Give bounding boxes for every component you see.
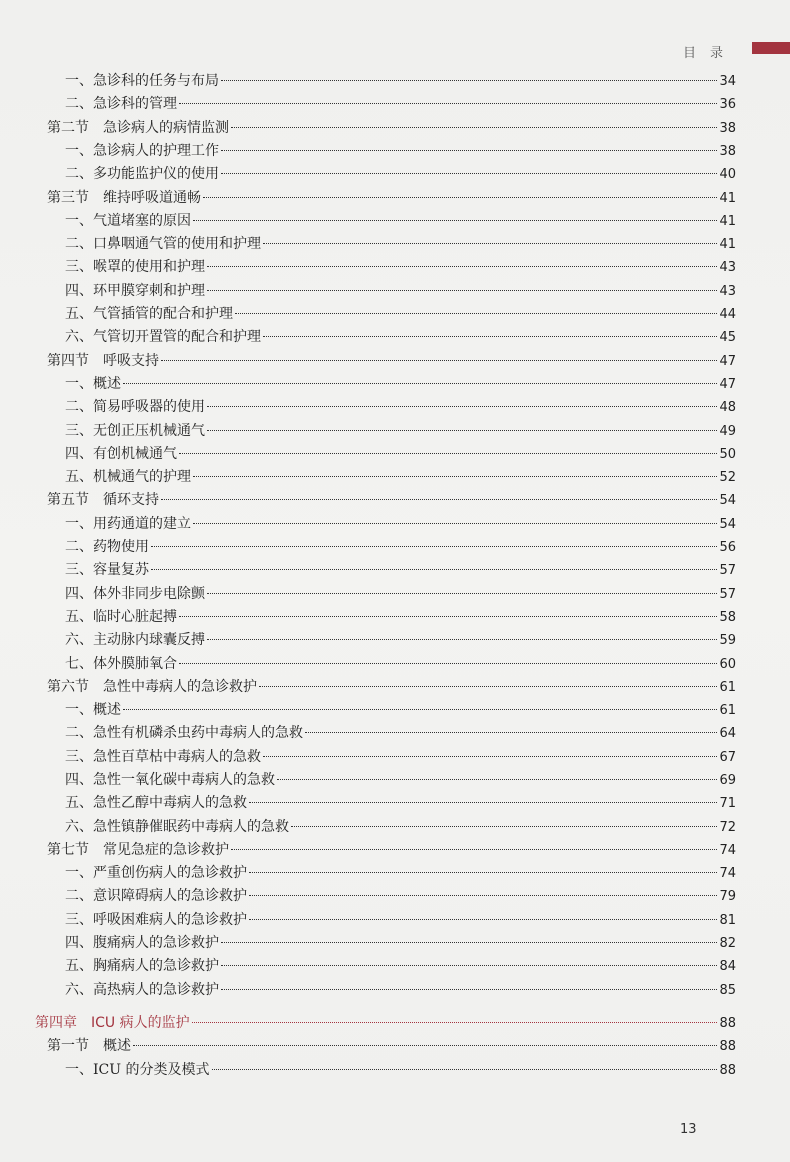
dot-leader [263, 243, 717, 244]
toc-entry-page: 84 [719, 959, 736, 974]
dot-leader [161, 360, 717, 361]
header-accent-bar [752, 42, 790, 54]
page-number: 13 [680, 1122, 697, 1137]
toc-item-entry[interactable] [65, 70, 736, 92]
dot-leader [193, 523, 717, 524]
toc-item-entry[interactable] [65, 280, 736, 302]
dot-leader [221, 150, 717, 151]
dot-leader [123, 709, 717, 710]
toc-entry-page: 64 [719, 726, 736, 741]
toc-entry-label: 一、概述 [65, 702, 121, 718]
toc-entry-label: 五、急性乙醇中毒病人的急救 [65, 795, 247, 811]
toc-entry-page: 43 [719, 260, 736, 275]
toc-entry-label: 第七节 常见急症的急诊救护 [47, 842, 229, 858]
toc-entry-label: 三、呼吸困难病人的急诊救护 [65, 912, 247, 928]
toc-entry-page: 61 [719, 680, 736, 695]
toc-entry-label: 第六节 急性中毒病人的急诊救护 [47, 679, 257, 695]
toc-entry-page: 50 [719, 447, 736, 462]
dot-leader [249, 919, 717, 920]
dot-leader [151, 546, 717, 547]
toc-entry-page: 58 [719, 610, 736, 625]
dot-leader [161, 499, 717, 500]
toc-entry-page: 67 [719, 750, 736, 765]
toc-entry-label: 一、气道堵塞的原因 [65, 213, 191, 229]
toc-entry-label: 五、机械通气的护理 [65, 469, 191, 485]
dot-leader [221, 942, 717, 943]
toc-entry-label: 一、急诊科的任务与布局 [65, 73, 219, 89]
toc-item-entry[interactable] [65, 140, 736, 162]
running-header-title: 目录 [683, 46, 738, 61]
toc-entry-page: 88 [719, 1039, 736, 1054]
toc-section-entry[interactable] [47, 676, 736, 698]
toc-entry-label: 一、用药通道的建立 [65, 516, 191, 532]
dot-leader [193, 476, 717, 477]
toc-entry-page: 88 [719, 1016, 736, 1031]
toc-section-entry[interactable] [47, 839, 736, 861]
toc-item-entry[interactable] [65, 210, 736, 232]
toc-entry-label: 第二节 急诊病人的病情监测 [47, 120, 229, 136]
toc-entry-label: 二、药物使用 [65, 539, 149, 555]
dot-leader [123, 383, 717, 384]
toc-entry-page: 40 [719, 167, 736, 182]
dot-leader [249, 895, 717, 896]
toc-entry-label: 六、气管切开置管的配合和护理 [65, 329, 261, 345]
toc-item-entry[interactable] [65, 583, 736, 605]
toc-entry-label: 一、ICU 的分类及模式 [65, 1062, 210, 1078]
toc-entry-label: 五、胸痛病人的急诊救护 [65, 958, 219, 974]
toc-entry-label: 二、急诊科的管理 [65, 96, 177, 112]
toc-entry-label: 第三节 维持呼吸道通畅 [47, 190, 201, 206]
toc-section-entry[interactable] [47, 489, 736, 511]
toc-entry-page: 71 [719, 796, 736, 811]
toc-item-entry[interactable] [65, 256, 736, 278]
toc-entry-label: 四、腹痛病人的急诊救护 [65, 935, 219, 951]
dot-leader [249, 802, 717, 803]
toc-entry-label: 第四节 呼吸支持 [47, 353, 159, 369]
dot-leader [207, 639, 717, 640]
toc-entry-page: 79 [719, 889, 736, 904]
dot-leader [133, 1045, 717, 1046]
dot-leader [221, 80, 717, 81]
toc-item-entry[interactable] [65, 746, 736, 768]
toc-entry-page: 81 [719, 913, 736, 928]
dot-leader [221, 989, 717, 990]
toc-entry-label: 四、体外非同步电除颤 [65, 586, 205, 602]
dot-leader [179, 453, 717, 454]
dot-leader [263, 756, 717, 757]
toc-item-entry[interactable] [65, 420, 736, 442]
dot-leader [305, 732, 717, 733]
dot-leader [179, 616, 717, 617]
toc-entry-label: 第一节 概述 [47, 1038, 131, 1054]
toc-item-entry[interactable] [65, 792, 736, 814]
toc-entry-page: 57 [719, 563, 736, 578]
toc-item-entry[interactable] [65, 722, 736, 744]
dot-leader [231, 849, 717, 850]
toc-entry-label: 六、主动脉内球囊反搏 [65, 632, 205, 648]
toc-entry-label: 五、临时心脏起搏 [65, 609, 177, 625]
toc-entry-page: 74 [719, 866, 736, 881]
toc-item-entry[interactable] [65, 536, 736, 558]
dot-leader [193, 220, 717, 221]
toc-item-entry[interactable] [65, 816, 736, 838]
toc-entry-page: 60 [719, 657, 736, 672]
toc-entry-label: 一、概述 [65, 376, 121, 392]
toc-entry-label: 二、简易呼吸器的使用 [65, 399, 205, 415]
toc-entry-page: 49 [719, 424, 736, 439]
toc-item-entry[interactable] [65, 303, 736, 325]
dot-leader [179, 663, 717, 664]
toc-item-entry[interactable] [65, 653, 736, 675]
toc-entry-page: 47 [719, 377, 736, 392]
toc-entry-label: 三、容量复苏 [65, 562, 149, 578]
toc-entry-page: 41 [719, 191, 736, 206]
toc-item-entry[interactable] [65, 955, 736, 977]
dot-leader [212, 1069, 718, 1070]
toc-entry-page: 48 [719, 400, 736, 415]
toc-entry-label: 二、意识障碍病人的急诊救护 [65, 888, 247, 904]
dot-leader [259, 686, 717, 687]
toc-entry-label: 二、急性有机磷杀虫药中毒病人的急救 [65, 725, 303, 741]
toc-entry-label: 七、体外膜肺氧合 [65, 656, 177, 672]
toc-section-entry[interactable] [47, 187, 736, 209]
toc-item-entry[interactable] [65, 559, 736, 581]
toc-section-entry[interactable] [47, 1035, 736, 1057]
toc-entry-page: 54 [719, 493, 736, 508]
toc-entry-label: 六、高热病人的急诊救护 [65, 982, 219, 998]
toc-entry-page: 61 [719, 703, 736, 718]
dot-leader [235, 313, 717, 314]
toc-item-entry[interactable] [65, 629, 736, 651]
dot-leader [207, 266, 717, 267]
toc-entry-page: 34 [719, 74, 736, 89]
toc-item-entry[interactable] [65, 513, 736, 535]
toc-entry-page: 54 [719, 517, 736, 532]
toc-entry-label: 一、严重创伤病人的急诊救护 [65, 865, 247, 881]
toc-entry-page: 45 [719, 330, 736, 345]
toc-item-entry[interactable] [65, 932, 736, 954]
toc-entry-page: 52 [719, 470, 736, 485]
dot-leader [207, 593, 717, 594]
toc-entry-label: 二、多功能监护仪的使用 [65, 166, 219, 182]
toc-entry-page: 41 [719, 214, 736, 229]
toc-entry-page: 41 [719, 237, 736, 252]
toc-item-entry[interactable] [65, 396, 736, 418]
dot-leader [179, 103, 717, 104]
dot-leader [277, 779, 717, 780]
toc-item-entry[interactable] [65, 606, 736, 628]
toc-item-entry[interactable] [65, 1059, 736, 1081]
toc-item-entry[interactable] [65, 233, 736, 255]
toc-entry-label: 三、急性百草枯中毒病人的急救 [65, 749, 261, 765]
toc-entry-page: 88 [719, 1063, 736, 1078]
toc-entry-page: 47 [719, 354, 736, 369]
toc-entry-label: 六、急性镇静催眠药中毒病人的急救 [65, 819, 289, 835]
toc-section-entry[interactable] [47, 117, 736, 139]
toc-entry-page: 38 [719, 144, 736, 159]
dot-leader [203, 197, 717, 198]
toc-entry-label: 五、气管插管的配合和护理 [65, 306, 233, 322]
toc-entry-page: 44 [719, 307, 736, 322]
toc-entry-page: 72 [719, 820, 736, 835]
toc-entry-page: 57 [719, 587, 736, 602]
toc-entry-page: 85 [719, 983, 736, 998]
toc-entry-label: 二、口鼻咽通气管的使用和护理 [65, 236, 261, 252]
dot-leader [207, 290, 717, 291]
toc-item-entry[interactable] [65, 93, 736, 115]
dot-leader [263, 336, 717, 337]
toc-item-entry[interactable] [65, 699, 736, 721]
toc-section-entry[interactable] [47, 350, 736, 372]
dot-leader [192, 1022, 718, 1023]
toc-entry-label: 四、有创机械通气 [65, 446, 177, 462]
toc-item-entry[interactable] [65, 769, 736, 791]
dot-leader [291, 826, 717, 827]
toc-entry-label: 三、喉罩的使用和护理 [65, 259, 205, 275]
toc-item-entry[interactable] [65, 163, 736, 185]
toc-item-entry[interactable] [65, 909, 736, 931]
dot-leader [221, 965, 717, 966]
toc-item-entry[interactable] [65, 373, 736, 395]
toc-chapter-entry[interactable] [35, 1012, 736, 1034]
toc-item-entry[interactable] [65, 443, 736, 465]
toc-item-entry[interactable] [65, 466, 736, 488]
toc-entry-page: 74 [719, 843, 736, 858]
dot-leader [207, 406, 717, 407]
toc-entry-label: 一、急诊病人的护理工作 [65, 143, 219, 159]
dot-leader [249, 872, 717, 873]
toc-entry-page: 38 [719, 121, 736, 136]
toc-item-entry[interactable] [65, 885, 736, 907]
toc-entry-page: 36 [719, 97, 736, 112]
toc-item-entry[interactable] [65, 862, 736, 884]
toc-entry-page: 69 [719, 773, 736, 788]
dot-leader [221, 173, 717, 174]
dot-leader [151, 569, 717, 570]
toc-entry-label: 三、无创正压机械通气 [65, 423, 205, 439]
toc-entry-label: 第四章 ICU 病人的监护 [35, 1015, 190, 1031]
toc-entry-label: 第五节 循环支持 [47, 492, 159, 508]
toc-entry-page: 59 [719, 633, 736, 648]
toc-item-entry[interactable] [65, 326, 736, 348]
toc-entry-page: 82 [719, 936, 736, 951]
dot-leader [207, 430, 717, 431]
dot-leader [231, 127, 717, 128]
toc-entry-page: 56 [719, 540, 736, 555]
toc-item-entry[interactable] [65, 979, 736, 1001]
toc-entry-page: 43 [719, 284, 736, 299]
toc-entry-label: 四、急性一氧化碳中毒病人的急救 [65, 772, 275, 788]
toc-entry-label: 四、环甲膜穿刺和护理 [65, 283, 205, 299]
